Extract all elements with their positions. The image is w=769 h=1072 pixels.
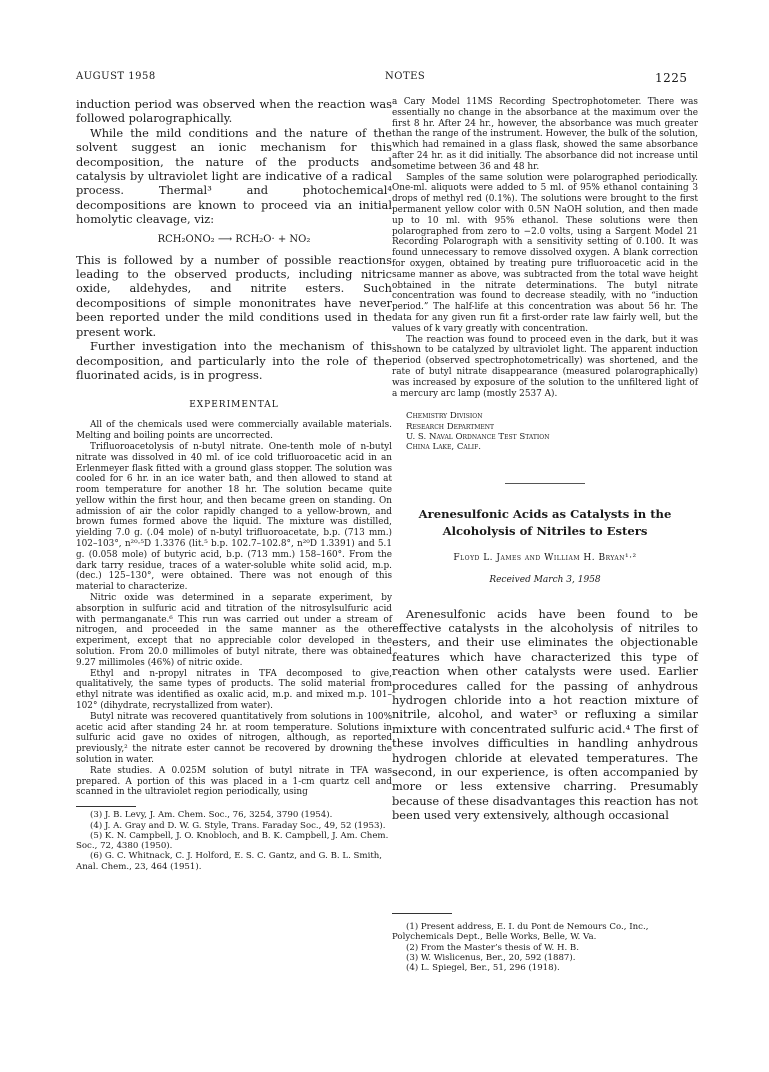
right-column (392, 97, 698, 823)
address-line: China Lake, Calif. (406, 442, 482, 453)
intro-paragraph: induction period was observed when the reaction was followed polarographically. (76, 97, 392, 126)
intro-paragraph: While the mild conditions and the nature of the solvent suggest an ionic mechanism for this decomposition, the nature of the products and catalysis by ultraviolet light are indicative of a radical process. Thermal³ and photochemical⁴ decompositions are known to proceed via an initial homolytic cleavage, viz: (76, 125, 392, 227)
experimental-continued-paragraph: The reaction was found to proceed even in the dark, but it was shown to be catalyzed by ultraviolet light. The apparent induction period (observed spectrophotometrically) was shortened, and the rate of butyl nitrate disappearance (measured polarographically) was increased by exposure of the solution to the unfiltered light of a mercury arc lamp (mostly 2537 A). (392, 334, 698, 399)
address-line: Research Department (406, 421, 495, 432)
address-line: U. S. Naval Ordnance Test Station (406, 431, 550, 442)
experimental-continued-paragraph: Samples of the same solution were polarographed periodically. One-ml. aliquots were added to 5 ml. of 95% ethanol containing 3 drops of methyl red (0.1%). The solutions were brought to the first permanent yellow color with 0.5N NaOH solution, and then made up to 10 ml. with 95% ethanol. These solutions were then polarographed from zero to −2.0 volts, using a Sargent Model 21 Recording Polarograph with a sensitivity setting of 0.100. It was found unnecessary to remove dissolved oxygen. A blank correction for oxygen, obtained by treating pure trifluoroacetic acid in the same manner as above, was subtracted from the total wave height obtained in the nitrate determinations. The butyl nitrate concentration was found to decrease steadily, with no “induction period.” The half-life at this concentration was about 56 hr. The data for any given run fit a first-order rate law fairly well, but the values of k vary greatly with concentration. (392, 172, 698, 334)
article-title (392, 506, 698, 540)
running-head-section: NOTES (385, 71, 426, 82)
experimental-paragraph: Ethyl and n-propyl nitrates in TFA decomposed to give, qualitatively, the same types of products. The solid material from ethyl nitrate was identified as oxalic acid, m.p. and mixed m.p. 101–102° (dihydrate, recrystallized from water). (76, 668, 392, 712)
article-received-date: Received March 3, 1958 (489, 574, 601, 585)
footnote-rule (76, 806, 136, 807)
article-body-paragraph: Arenesulfonic acids have been found to be effective catalysts in the alcoholysis of nitriles to esters, and their use eliminates the objectionable features which have characterized this type of reaction when other catalysts were used. Earlier procedures called for the passing of anhydrous hydrogen chloride into a hot reaction mixture of nitrile, alcohol, and water³ or refluxing a similar mixture with concentrated sulfuric acid.⁴ The first of these involves difficulties in handling anhydrous hydrogen chloride at elevated temperatures. The second, in our experience, is often accompanied by more or less extensive charring. Presumably because of these disadvantages this reaction has not been used very extensively, although occasional (392, 606, 698, 823)
experimental-paragraph: All of the chemicals used were commercially available materials. Melting and boiling points are uncorrected. (76, 420, 392, 442)
footnote: (4) J. A. Gray and D. W. G. Style, Trans. Faraday Soc., 49, 52 (1953). (90, 820, 386, 831)
experimental-paragraph: Nitric oxide was determined in a separate experiment, by absorption in sulfuric acid and titration of the nitrosylsulfuric acid with permanganate.⁶ This run was carried out under a stream of nitrogen, and proceeded in the same manner as the other experiment, except that no appreciable color developed in the solution. From 20.0 millimoles of butyl nitrate, there was obtained 9.27 millimoles (46%) of nitric oxide. (76, 593, 392, 668)
experimental-paragraph: Butyl nitrate was recovered quantitatively from solutions in 100% acetic acid after standing 24 hr. at room temperature. Solutions in sulfuric acid gave no oxides of nitrogen, although, as reported previously,² the nitrate ester cannot be recovered by drowning the solution in water. (76, 711, 392, 766)
experimental-paragraph: Rate studies. A 0.025M solution of butyl nitrate in TFA was prepared. A portion of this was placed in a 1-cm quartz cell and scanned in the ultraviolet region periodically, using (76, 765, 392, 798)
footnote: (4) L. Spiegel, Ber., 51, 296 (1918). (406, 963, 560, 974)
experimental-continued-paragraph: a Cary Model 11MS Recording Spectrophotometer. There was essentially no change in the absorbance at the maximum over the first 8 hr. After 24 hr., however, the absorbance was much greater than the range of the instrument. However, the bulk of the solution, which had remained in a glass flask, showed the same absorbance after 24 hr. as it did initially. The absorbance did not increase until sometime between 36 and 48 hr. (392, 97, 698, 172)
experimental-heading: EXPERIMENTAL (189, 400, 279, 411)
address-line: Chemistry Division (406, 411, 483, 422)
footnote: (5) K. N. Campbell, J. O. Knobloch, and B. K. Campbell, J. Am. Chem. Soc., 72, 4380 (1950). (76, 830, 389, 852)
article-authors: Floyd L. James and William H. Bryan¹·² (453, 552, 637, 563)
right-footnotes (392, 913, 698, 973)
left-column (76, 97, 392, 872)
article-title-line: Alcoholysis of Nitriles to Esters (442, 523, 648, 538)
footnote: (1) Present address, E. I. du Pont de Nemours Co., Inc., Polychemicals Dept., Belle Works, Belle, W. Va. (392, 922, 649, 943)
footnote: (3) J. B. Levy, J. Am. Chem. Soc., 76, 3254, 3790 (1954). (90, 810, 333, 821)
article-title-line: Arenesulfonic Acids as Catalysts in the (418, 506, 672, 521)
running-head-date: AUGUST 1958 (76, 71, 156, 82)
footnote: (2) From the Master’s thesis of W. H. B. (406, 942, 579, 953)
left-footnotes (76, 810, 392, 872)
footnote-rule (392, 913, 452, 914)
footnote: (3) W. Wislicenus, Ber., 20, 592 (1887). (406, 952, 576, 963)
discussion-paragraph: Further investigation into the mechanism of this decomposition, and particularly into the role of the fluorinated acids, is in progress. (76, 339, 392, 382)
article-separator (505, 483, 585, 484)
decomposition-equation: RCH₂ONO₂ ⟶ RCH₂O· + NO₂ (157, 233, 311, 245)
author-address (406, 411, 698, 452)
experimental-paragraph: Trifluoroacetolysis of n-butyl nitrate. One-tenth mole of n-butyl nitrate was dissolved in 40 ml. of ice cold trifluoroacetic acid in an Erlenmeyer flask fitted with a ground glass stopper. The solution was cooled for 6 hr. in an ice water bath, and then allowed to stand at room temperature for another 18 hr. The solution became quite yellow within the first hour, and then became green on standing. On admission of air the color rapidly changed to a yellow-brown, and brown fumes formed above the liquid. The mixture was distilled, yielding 7.0 g. (.04 mole) of n-butyl trifluoroacetate, b.p. (713 mm.) 102–103°, n²⁰·⁵D 1.3376 (lit.⁵ b.p. 102.7–102.8°, n²⁰D 1.3391) and 5.1 g. (0.058 mole) of butyric acid, b.p. (713 mm.) 158–160°. From the dark tarry residue, traces of a water-soluble white solid acid, m.p. (dec.) 125–130°, were obtained. There was not enough of this material to characterize. (76, 441, 392, 593)
footnote: (6) G. C. Whitnack, C. J. Holford, E. S. C. Gantz, and G. B. L. Smith, Anal. Chem., 23, 464 (1951). (76, 851, 383, 872)
page-number: 1225 (655, 71, 688, 85)
discussion-paragraph: This is followed by a number of possible reactions leading to the observed products, including nitric oxide, aldehydes, and nitrite esters. Such decompositions of simple mononitrates have never been reported under the mild conditions used in the present work. (76, 252, 392, 339)
